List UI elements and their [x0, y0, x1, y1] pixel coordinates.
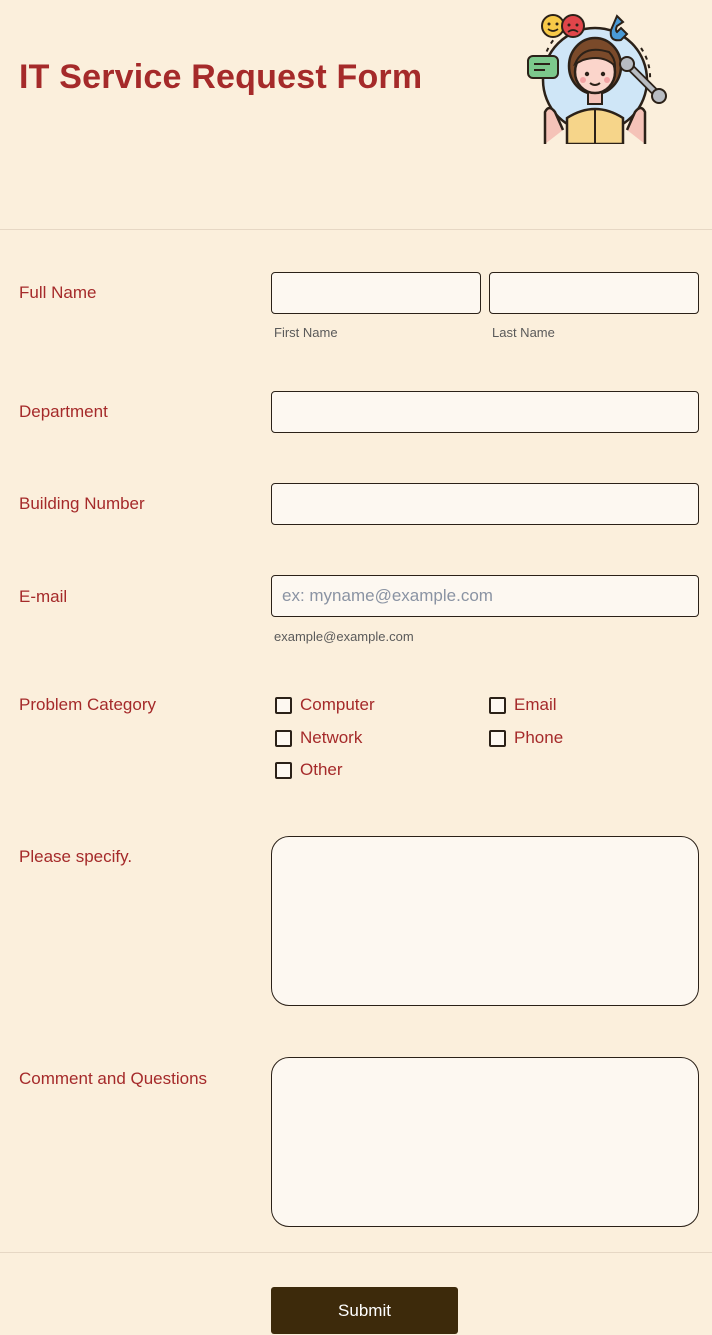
checkbox-label: Email — [514, 695, 557, 714]
submit-button[interactable]: Submit — [271, 1287, 458, 1334]
checkbox-box[interactable] — [275, 762, 292, 779]
first-name-input[interactable] — [271, 272, 481, 314]
first-name-sublabel: First Name — [274, 325, 338, 340]
checkbox-label: Network — [300, 728, 363, 747]
department-input[interactable] — [271, 391, 699, 433]
department-label: Department — [19, 402, 108, 421]
building-number-input[interactable] — [271, 483, 699, 525]
email-input[interactable] — [271, 575, 699, 617]
checkbox-phone[interactable] — [489, 728, 563, 748]
full-name-label: Full Name — [19, 283, 97, 302]
footer-divider — [0, 1252, 712, 1253]
checkbox-box[interactable] — [489, 697, 506, 714]
email-label: E-mail — [19, 587, 68, 606]
checkbox-computer[interactable] — [275, 695, 375, 715]
checkbox-box[interactable] — [275, 697, 292, 714]
checkbox-email[interactable] — [489, 695, 557, 715]
last-name-sublabel: Last Name — [492, 325, 555, 340]
last-name-input[interactable] — [489, 272, 699, 314]
checkbox-other[interactable] — [275, 760, 343, 780]
please-specify-label: Please specify. — [19, 847, 133, 866]
checkbox-box[interactable] — [489, 730, 506, 747]
building-number-label: Building Number — [19, 494, 145, 513]
form-title: IT Service Request Form — [19, 58, 423, 96]
form-header — [0, 0, 712, 230]
please-specify-textarea[interactable] — [271, 836, 699, 1006]
it-support-agent-icon — [523, 8, 668, 144]
comments-textarea[interactable] — [271, 1057, 699, 1227]
checkbox-label: Other — [300, 760, 343, 779]
comments-label: Comment and Questions — [19, 1069, 208, 1088]
checkbox-label: Phone — [514, 728, 564, 747]
checkbox-network[interactable] — [275, 728, 362, 748]
email-sublabel: example@example.com — [274, 629, 414, 644]
problem-category-label: Problem Category — [19, 695, 157, 714]
checkbox-label: Computer — [300, 695, 375, 714]
checkbox-box[interactable] — [275, 730, 292, 747]
